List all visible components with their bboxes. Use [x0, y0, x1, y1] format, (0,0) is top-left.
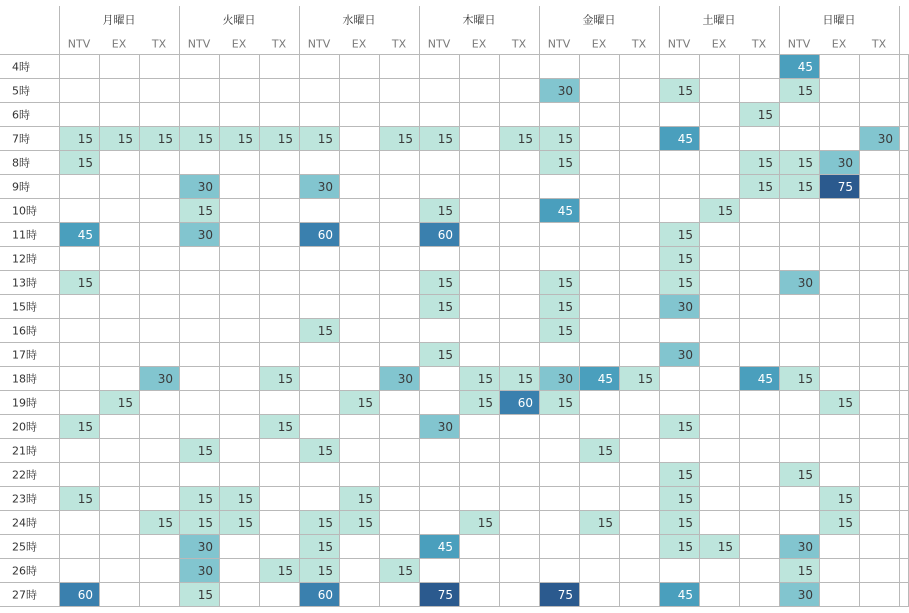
day-header-label: 金曜日 — [582, 13, 616, 27]
hour-row-label: 5時 — [12, 84, 30, 98]
cell-value-label: 15 — [437, 132, 453, 146]
cell-value-label: 15 — [597, 444, 613, 458]
channel-header-label: EX — [111, 37, 127, 51]
cell-value-label: 15 — [197, 444, 213, 458]
cell-value-label: 75 — [837, 180, 853, 194]
cell-value-label: 15 — [677, 516, 693, 530]
hour-row-label: 20時 — [12, 420, 37, 434]
cell-value-label: 15 — [317, 324, 333, 338]
cell-value-label: 15 — [317, 564, 333, 578]
cell-value-label: 15 — [317, 444, 333, 458]
cell-value-label: 30 — [437, 420, 453, 434]
cell-value-label: 15 — [77, 420, 93, 434]
cell-value-label: 15 — [77, 276, 93, 290]
hour-row-label: 21時 — [12, 444, 37, 458]
cell-value-label: 15 — [157, 516, 173, 530]
cell-value-label: 45 — [677, 132, 693, 146]
cell-value-label: 15 — [557, 156, 573, 170]
cell-value-label: 15 — [77, 492, 93, 506]
channel-header-label: NTV — [667, 37, 691, 51]
hour-row-label: 22時 — [12, 468, 37, 482]
cell-value-label: 15 — [557, 324, 573, 338]
channel-header-label: TX — [871, 37, 887, 51]
hour-row-label: 11時 — [12, 228, 37, 242]
channel-header-label: EX — [591, 37, 607, 51]
channel-header-label: TX — [391, 37, 407, 51]
cell-value-label: 30 — [557, 84, 573, 98]
cell-value-label: 15 — [757, 180, 773, 194]
hour-row-label: 15時 — [12, 300, 37, 314]
cell-value-label: 15 — [197, 132, 213, 146]
cell-value-label: 15 — [677, 252, 693, 266]
cell-value-label: 15 — [677, 276, 693, 290]
day-header-label: 火曜日 — [222, 13, 256, 27]
cell-value-label: 15 — [757, 156, 773, 170]
cell-value-label: 15 — [437, 300, 453, 314]
cell-value-label: 15 — [677, 84, 693, 98]
cell-value-label: 30 — [197, 180, 213, 194]
cell-value-label: 15 — [797, 84, 813, 98]
cell-value-label: 15 — [557, 276, 573, 290]
cell-value-label: 15 — [517, 372, 533, 386]
channel-header-label: TX — [751, 37, 767, 51]
cell-value-label: 30 — [877, 132, 893, 146]
hour-row-label: 16時 — [12, 324, 37, 338]
cell-value-label: 30 — [677, 348, 693, 362]
cell-value-label: 30 — [797, 588, 813, 602]
hour-row-label: 19時 — [12, 396, 37, 410]
hour-row-label: 24時 — [12, 516, 37, 530]
cell-value-label: 45 — [77, 228, 93, 242]
channel-header-label: TX — [631, 37, 647, 51]
cell-value-label: 45 — [437, 540, 453, 554]
hour-row-label: 10時 — [12, 204, 37, 218]
cell-value-label: 15 — [837, 492, 853, 506]
cell-value-label: 45 — [597, 372, 613, 386]
cell-value-label: 15 — [117, 132, 133, 146]
hour-row-label: 4時 — [12, 60, 30, 74]
hour-row-label: 27時 — [12, 588, 37, 602]
cell-value-label: 30 — [797, 540, 813, 554]
cell-value-label: 15 — [677, 420, 693, 434]
cell-value-label: 15 — [397, 132, 413, 146]
cell-value-label: 15 — [277, 420, 293, 434]
cell-value-label: 15 — [557, 132, 573, 146]
cell-value-label: 15 — [797, 372, 813, 386]
cell-value-label: 30 — [797, 276, 813, 290]
channel-header-label: TX — [511, 37, 527, 51]
cell-value-label: 30 — [397, 372, 413, 386]
cell-value-label: 60 — [437, 228, 453, 242]
cell-value-label: 15 — [677, 492, 693, 506]
cell-value-label: 30 — [837, 156, 853, 170]
channel-header-label: NTV — [427, 37, 451, 51]
cell-value-label: 15 — [437, 348, 453, 362]
cell-value-label: 15 — [717, 204, 733, 218]
cell-value-label: 15 — [237, 492, 253, 506]
cell-value-label: 15 — [77, 132, 93, 146]
cell-value-label: 15 — [237, 516, 253, 530]
cell-value-label: 15 — [757, 108, 773, 122]
cell-value-label: 15 — [797, 564, 813, 578]
hour-row-label: 23時 — [12, 492, 37, 506]
cell-value-label: 15 — [357, 516, 373, 530]
cell-value-label: 15 — [837, 516, 853, 530]
hour-row-label: 6時 — [12, 108, 30, 122]
hour-row-label: 12時 — [12, 252, 37, 266]
channel-header-label: TX — [271, 37, 287, 51]
cell-value-label: 15 — [197, 588, 213, 602]
cell-value-label: 30 — [677, 300, 693, 314]
cell-value-label: 15 — [797, 156, 813, 170]
cell-value-label: 15 — [117, 396, 133, 410]
hour-row-label: 7時 — [12, 132, 30, 146]
cell-value-label: 15 — [637, 372, 653, 386]
channel-header-label: EX — [711, 37, 727, 51]
cell-value-label: 45 — [797, 60, 813, 74]
channel-header-label: TX — [151, 37, 167, 51]
hour-row-label: 25時 — [12, 540, 37, 554]
channel-header-label: NTV — [307, 37, 331, 51]
cell-value-label: 15 — [477, 516, 493, 530]
cell-value-label: 15 — [277, 132, 293, 146]
hour-row-label: 17時 — [12, 348, 37, 362]
cell-value-label: 15 — [77, 156, 93, 170]
cell-value-label: 60 — [317, 588, 333, 602]
cell-value-label: 15 — [437, 276, 453, 290]
cell-value-label: 15 — [197, 204, 213, 218]
cell-value-label: 30 — [157, 372, 173, 386]
channel-header-label: NTV — [67, 37, 91, 51]
cell-value-label: 15 — [477, 372, 493, 386]
cell-value-label: 45 — [677, 588, 693, 602]
cell-value-label: 15 — [677, 468, 693, 482]
cell-value-label: 15 — [397, 564, 413, 578]
cell-value-label: 15 — [837, 396, 853, 410]
channel-header-label: EX — [831, 37, 847, 51]
hour-row-label: 13時 — [12, 276, 37, 290]
cell-value-label: 15 — [197, 516, 213, 530]
hour-row-label: 18時 — [12, 372, 37, 386]
hour-row-label: 8時 — [12, 156, 30, 170]
day-header-label: 水曜日 — [342, 13, 376, 27]
cell-value-label: 15 — [357, 492, 373, 506]
hour-row-label: 26時 — [12, 564, 37, 578]
cell-value-label: 15 — [277, 564, 293, 578]
hour-row-label: 9時 — [12, 180, 30, 194]
channel-header-label: EX — [231, 37, 247, 51]
cell-value-label: 15 — [477, 396, 493, 410]
channel-header-label: NTV — [787, 37, 811, 51]
cell-value-label: 15 — [677, 540, 693, 554]
cell-value-label: 15 — [157, 132, 173, 146]
cell-value-label: 15 — [597, 516, 613, 530]
channel-header-label: NTV — [187, 37, 211, 51]
cell-value-label: 15 — [197, 492, 213, 506]
cell-value-label: 15 — [277, 372, 293, 386]
cell-value-label: 15 — [557, 396, 573, 410]
cell-value-label: 75 — [557, 588, 573, 602]
cell-value-label: 60 — [317, 228, 333, 242]
cell-value-label: 75 — [437, 588, 453, 602]
cell-value-label: 15 — [437, 204, 453, 218]
channel-header-label: NTV — [547, 37, 571, 51]
cell-value-label: 45 — [557, 204, 573, 218]
cell-value-label: 15 — [317, 516, 333, 530]
cell-value-label: 60 — [77, 588, 93, 602]
cell-value-label: 15 — [557, 300, 573, 314]
cell-value-label: 45 — [757, 372, 773, 386]
day-header-label: 木曜日 — [462, 13, 496, 27]
cell-value-label: 30 — [197, 540, 213, 554]
cell-value-label: 15 — [317, 540, 333, 554]
day-header-label: 月曜日 — [102, 13, 136, 27]
day-header-label: 土曜日 — [702, 13, 736, 27]
cell-value-label: 30 — [557, 372, 573, 386]
cell-value-label: 15 — [677, 228, 693, 242]
cell-value-label: 30 — [317, 180, 333, 194]
cell-value-label: 15 — [237, 132, 253, 146]
channel-header-label: EX — [351, 37, 367, 51]
cell-value-label: 30 — [197, 564, 213, 578]
cell-value-label: 60 — [517, 396, 533, 410]
cell-value-label: 15 — [517, 132, 533, 146]
channel-header-label: EX — [471, 37, 487, 51]
cell-value-label: 15 — [797, 468, 813, 482]
cell-value-label: 30 — [197, 228, 213, 242]
cell-value-label: 15 — [357, 396, 373, 410]
day-header-label: 日曜日 — [822, 13, 856, 27]
cell-value-label: 15 — [717, 540, 733, 554]
cell-value-label: 15 — [797, 180, 813, 194]
cell-value-label: 15 — [317, 132, 333, 146]
